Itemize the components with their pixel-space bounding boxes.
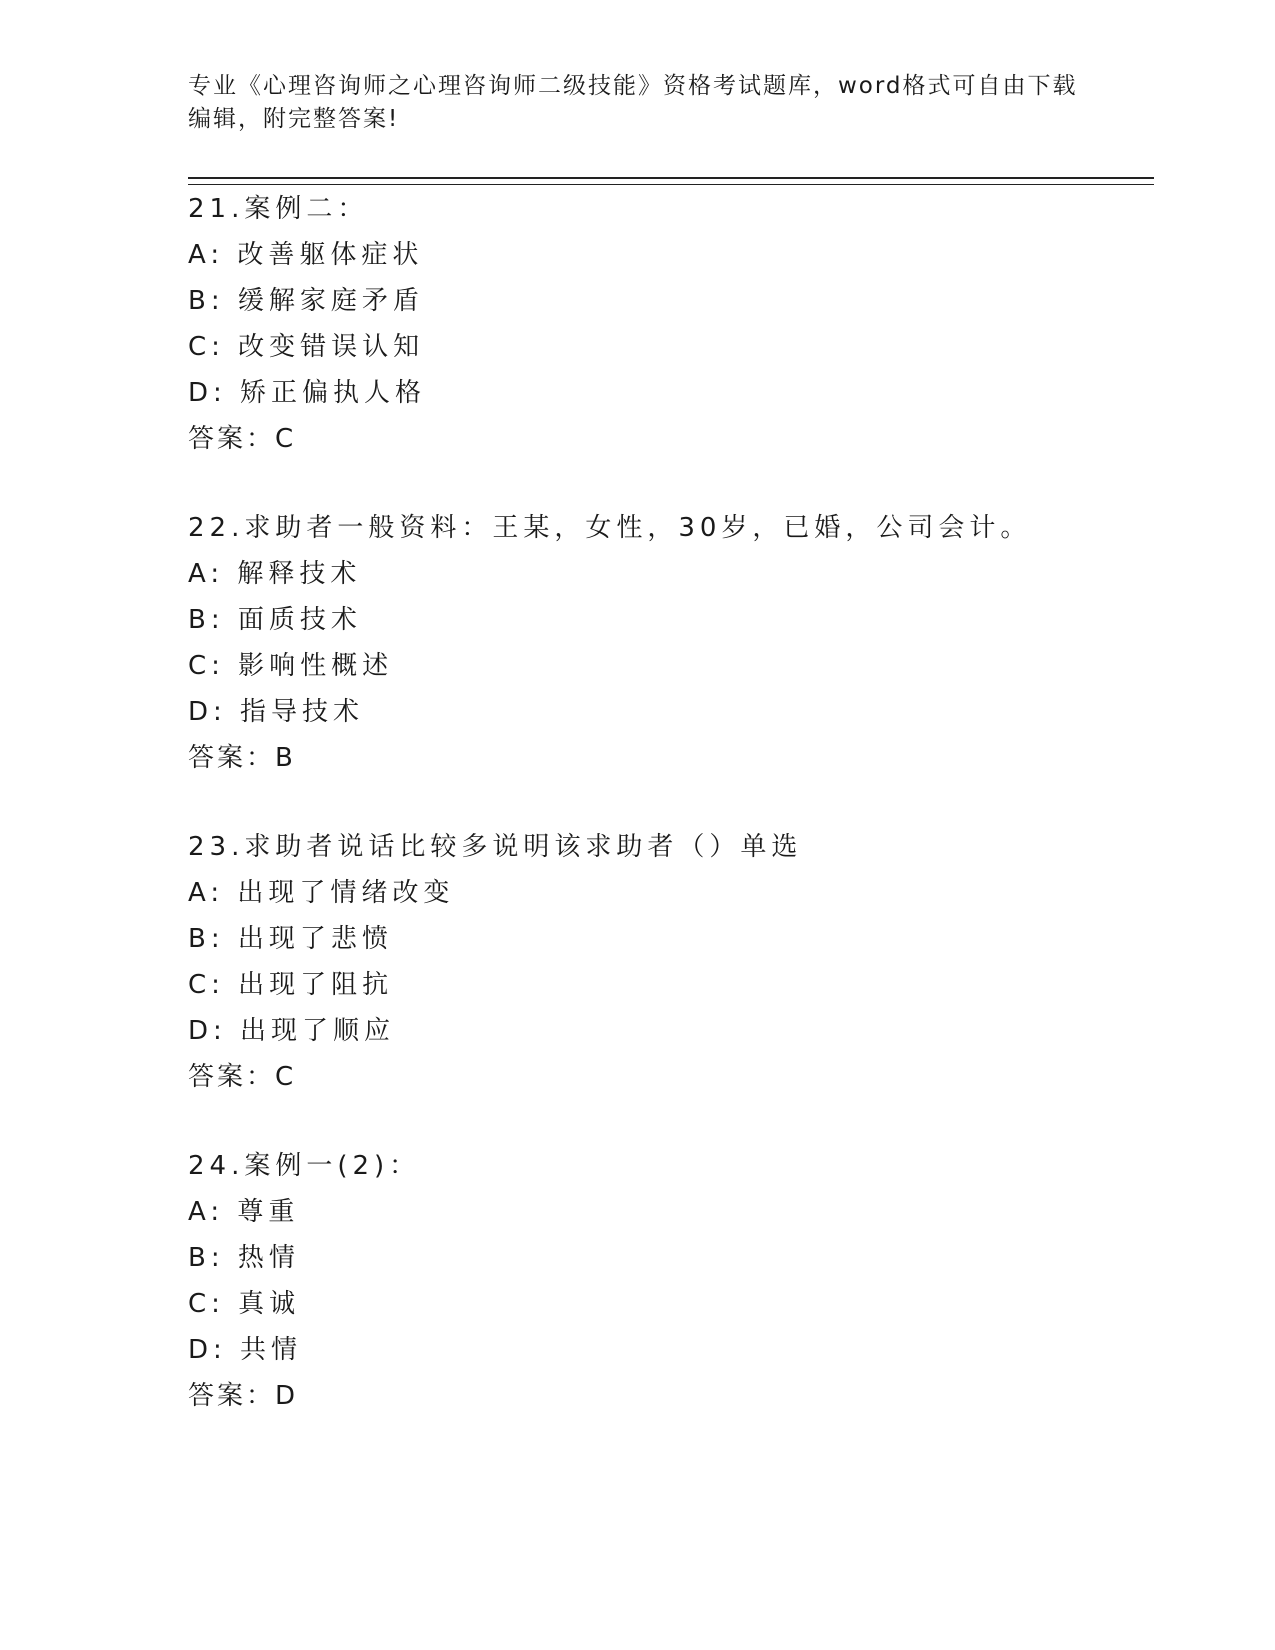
question-22 bbox=[188, 505, 1168, 781]
question-stem: 23.求助者说话比较多说明该求助者（）单选 bbox=[188, 832, 803, 862]
header-line-1: 专业《心理咨询师之心理咨询师二级技能》资格考试题库，word格式可自由下载 bbox=[188, 73, 1078, 99]
option-a: A: 出现了情绪改变 bbox=[188, 878, 455, 908]
option-b: B: 热情 bbox=[188, 1243, 300, 1273]
answer: 答案：C bbox=[188, 424, 297, 454]
answer: 答案：C bbox=[188, 1062, 297, 1092]
option-a: A: 尊重 bbox=[188, 1197, 300, 1227]
option-a: A: 解释技术 bbox=[188, 559, 362, 589]
document-header bbox=[188, 70, 1088, 136]
question-stem: 21.案例二： bbox=[188, 194, 369, 224]
question-stem: 24.案例一(2)： bbox=[188, 1151, 421, 1181]
option-a: A: 改善躯体症状 bbox=[188, 240, 424, 270]
option-d: D: 出现了顺应 bbox=[188, 1016, 396, 1046]
option-c: C: 真诚 bbox=[188, 1289, 301, 1319]
option-c: C: 出现了阻抗 bbox=[188, 970, 394, 1000]
question-24 bbox=[188, 1143, 1168, 1419]
option-b: B: 出现了悲愤 bbox=[188, 924, 393, 954]
question-23 bbox=[188, 824, 1168, 1100]
option-d: D: 矫正偏执人格 bbox=[188, 378, 427, 408]
answer: 答案：B bbox=[188, 743, 296, 773]
option-b: B: 缓解家庭矛盾 bbox=[188, 286, 424, 316]
option-c: C: 影响性概述 bbox=[188, 651, 394, 681]
option-d: D: 共情 bbox=[188, 1335, 303, 1365]
question-stem: 22.求助者一般资料：王某，女性，30岁，已婚，公司会计。 bbox=[188, 513, 1032, 543]
question-21 bbox=[188, 186, 1168, 462]
option-d: D: 指导技术 bbox=[188, 697, 365, 727]
header-line-2: 编辑，附完整答案! bbox=[188, 106, 400, 132]
option-b: B: 面质技术 bbox=[188, 605, 362, 635]
header-divider bbox=[188, 177, 1154, 185]
answer: 答案：D bbox=[188, 1381, 299, 1411]
option-c: C: 改变错误认知 bbox=[188, 332, 425, 362]
